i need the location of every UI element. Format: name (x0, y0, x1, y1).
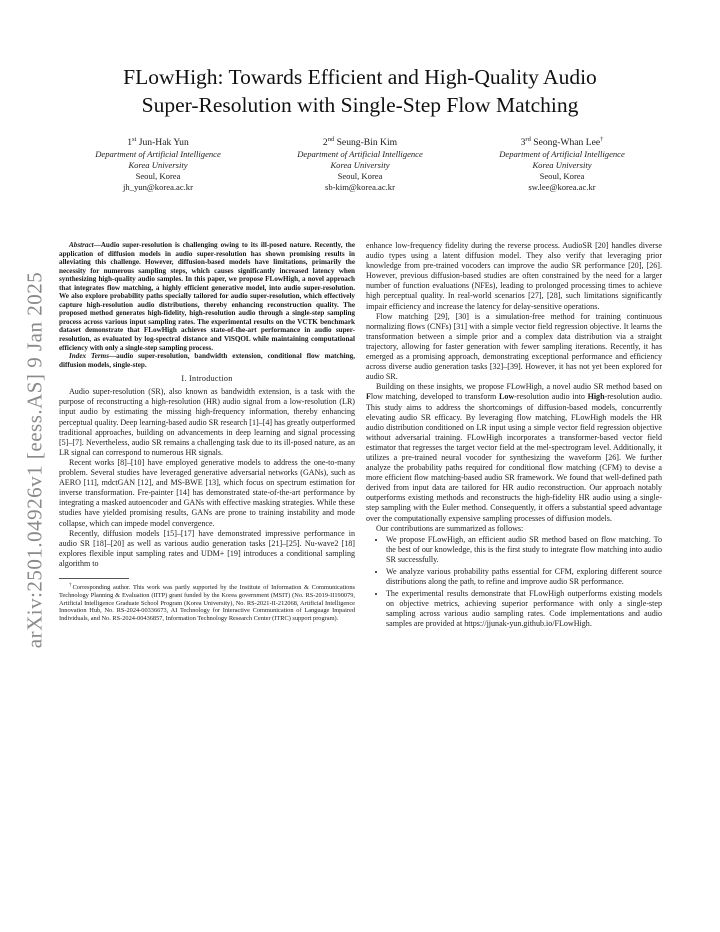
body-paragraph: Flow matching [29], [30] is a simulation-free method for training continuous normalizing flows (CNFs) [31] with a simple vector field regression objective. It learns the transformation between a simple prior and a complex data distribution via a straight trajectory, allowing for faster generation with fewer sampling iterations. Recently, it has emerged as a promising approach, demonstrating exceptional performance and efficiency across diverse audio generation tasks [32]–[39]. However, it has not yet been explored for audio SR. (366, 311, 662, 382)
body-paragraph: Audio super-resolution (SR), also known as bandwidth extension, is a task with the purpose of reconstructing a high-resolution (HR) audio signal from a low-resolution (LR) input audio by estimating the missing high-frequency information, thereby enhancing perceptual quality. Deep learning-based audio SR research [1]–[4] has greatly outperformed traditional approaches, building on advancements in deep learning and signal processing [5]–[7]. Nevertheless, audio SR remains a challenging task due to its ill-posed nature, as an LR signal can correspond to numerous HR signals. (59, 387, 355, 457)
author-1: 1st Jun-Hak Yun Department of Artificial Intelligence Korea University Seoul, Korea jh_yun@korea.ac.kr (58, 133, 258, 193)
author-university: Korea University (532, 160, 592, 171)
title-line-1: FLowHigh: Towards Efficient and High-Quality Audio (123, 65, 597, 89)
author-email: sw.lee@korea.ac.kr (528, 182, 596, 193)
section-heading-introduction: I. Introduction (181, 374, 233, 384)
body-paragraph: Recently, diffusion models [15]–[17] have demonstrated impressive performance in audio SR [18]–[20] as well as various audio generation tasks [21]–[25]. Nu-wave2 [18] explores flexible input sampling rates and UDM+ [19] introduces a conditional sampling algorithm to (59, 528, 355, 568)
corresponding-dagger: † (600, 136, 604, 143)
author-name: Jun-Hak Yun (138, 137, 189, 149)
author-city: Seoul, Korea (539, 171, 585, 182)
body-paragraph: enhance low-frequency fidelity during the reverse process. AudioSR [20] handles diverse audio types using a latent diffusion model. They also verify that leveraging prior knowledge from pre-trained vocoders can improve the audio SR performance [20], [26]. However, previous diffusion-based studies are often constrained by the need for a larger number of function evaluations (NFEs), leading to prolonged processing times to achieve high perceptual quality. In real-world scenarios [27], [28], such limitations significantly impair efficiency and increase the latency for delay-sensitive operations. (366, 241, 662, 311)
list-item: • We analyze various probability paths essential for CFM, exploring different source distributions along the path, to refine and improve audio SR performance. (386, 567, 662, 587)
author-department: Department of Artificial Intelligence (297, 149, 423, 160)
arxiv-sidebar-stamp (22, 250, 48, 670)
author-name: Seong-Whan Lee (533, 137, 601, 149)
author-name: Seung-Bin Kim (336, 137, 398, 149)
contributions-intro: Our contributions are summarized as follows: (376, 523, 524, 533)
body-paragraph: Recent works [8]–[10] have employed generative models to address the one-to-many problem. Several studies have leveraged generative adversarial networks (GANs), such as AERO [11], mdctGAN [12], and MS-BWE [13], which focus on spectrum estimation for inverse transformation. Fre-painter [14] has demonstrated state-of-the-art performance by integrating a masked autoencoder and GANs with effective masking strategies. While these studies have yielded promising results, GANs are prone to training instability and mode collapse, which can impede model convergence. (59, 457, 355, 528)
contributions-list (366, 535, 662, 630)
abstract: Abstract—Audio super-resolution is challenging owing to its ill-posed nature. Recently, the application of diffusion models in audio super-resolution has shown promising results in alleviating this challenge. However, diffusion-based models have limitations, primarily the necessity for numerous sampling steps, which causes significantly increased latency when synthesizing high-quality audio samples. In this paper, we propose FLowHigh, a novel approach that integrates flow matching, a highly efficient generative model, into audio super-resolution. We also explore probability paths specially tailored for audio super-resolution, which effectively capture high-resolution audio distributions, thereby enhancing reconstruction quality. The proposed method generates high-fidelity, high-resolution audio through a single-step sampling process across various input sampling rates. The experimental results on the VCTK benchmark dataset demonstrate that FLowHigh achieves state-of-the-art performance in audio super-resolution, as evaluated by log-spectral distance and ViSQOL while maintaining computational efficiency with only a single-step sampling process. (59, 241, 355, 352)
flowhigh-paragraph: Building on these insights, we propose FLowHigh, a novel audio SR method based on Flow matching, developed to transform Low-resolution audio into High-resolution audio. This study aims to address the shortcomings of diffusion-based models, concurrently elevating audio SR efficacy. By leveraging flow matching, FLowHigh models the HR audio distribution conditioned on LR input using a simple vector field regression objective without adversarial training. FLowHigh incorporates a transformer-based vector field estimator that regresses the target vector field at the mel-spectrogram level. Additionally, it utilizes a pre-trained neural vocoder for synthesizing the waveform [26]. We further analyze the probability paths required for conditional flow matching (CFM) to devise a more efficient flow matching-based audio SR framework. We found that well-defined path derived from input data are tailored for HR audio reconstruction. Our approach notably outperforms existing methods and reconstructs the high-fidelity HR audio using a single-step sampling with the Euler method. Consequently, it offers a substantial speed advantage over the computationally expensive sampling processes of diffusion models. (366, 382, 663, 523)
author-city: Seoul, Korea (135, 171, 181, 182)
arxiv-identifier: arXiv:2501.04926v1 [eess.AS] 9 Jan 2025 (22, 271, 47, 649)
list-item: • We propose FLowHigh, an efficient audio SR method based on flow matching. To the best of our knowledge, this is the first study to integrate flow matching into audio SR successfully. (386, 535, 662, 565)
left-column (59, 241, 355, 623)
right-column (366, 241, 662, 632)
footnote: †Corresponding author. This work was partly supported by the Institute of Information & Communications Technology Planning & Evaluation (IITP) grant funded by the Korea government (MSIT) (No. RS-2019-II190079, Artificial Intelligence Graduate School Program (Korea University), No. RS-2021-II-212068, Artificial Intelligence Innovation Hub, No. RS-2024-00336673, AI Technology for Interactive Communication of Language Impaired Individuals, and No. RS-2024-00436857, Information Technology Research Center (ITRC) support program). (59, 582, 355, 622)
author-block (0, 133, 720, 203)
paper-title (60, 63, 660, 119)
index-terms: Index Terms—audio super-resolution, bandwidth extension, conditional flow matching, diffusion models, single-step. (59, 352, 355, 369)
title-line-2: Super-Resolution with Single-Step Flow Matching (141, 93, 579, 117)
author-city: Seoul, Korea (337, 171, 383, 182)
author-department: Department of Artificial Intelligence (95, 149, 221, 160)
list-item: • The experimental results demonstrate that FLowHigh outperforms existing models on objective metrics, achieving superior performance with only a single-step sampling across various audio sampling rates. Code implementations and audio samples are provided at https://jjunak-yun.github.io/FLowHigh. (386, 589, 662, 629)
author-university: Korea University (128, 160, 188, 171)
author-2: 2nd Seung-Bin Kim Department of Artificial Intelligence Korea University Seoul, Korea sb-kim@korea.ac.kr (260, 133, 460, 193)
footnote-rule (59, 578, 129, 579)
author-3: 3rd Seong-Whan Lee† Department of Artificial Intelligence Korea University Seoul, Korea sw.lee@korea.ac.kr (462, 133, 662, 193)
author-email: jh_yun@korea.ac.kr (123, 182, 193, 193)
author-email: sb-kim@korea.ac.kr (325, 182, 395, 193)
author-department: Department of Artificial Intelligence (499, 149, 625, 160)
author-university: Korea University (330, 160, 390, 171)
